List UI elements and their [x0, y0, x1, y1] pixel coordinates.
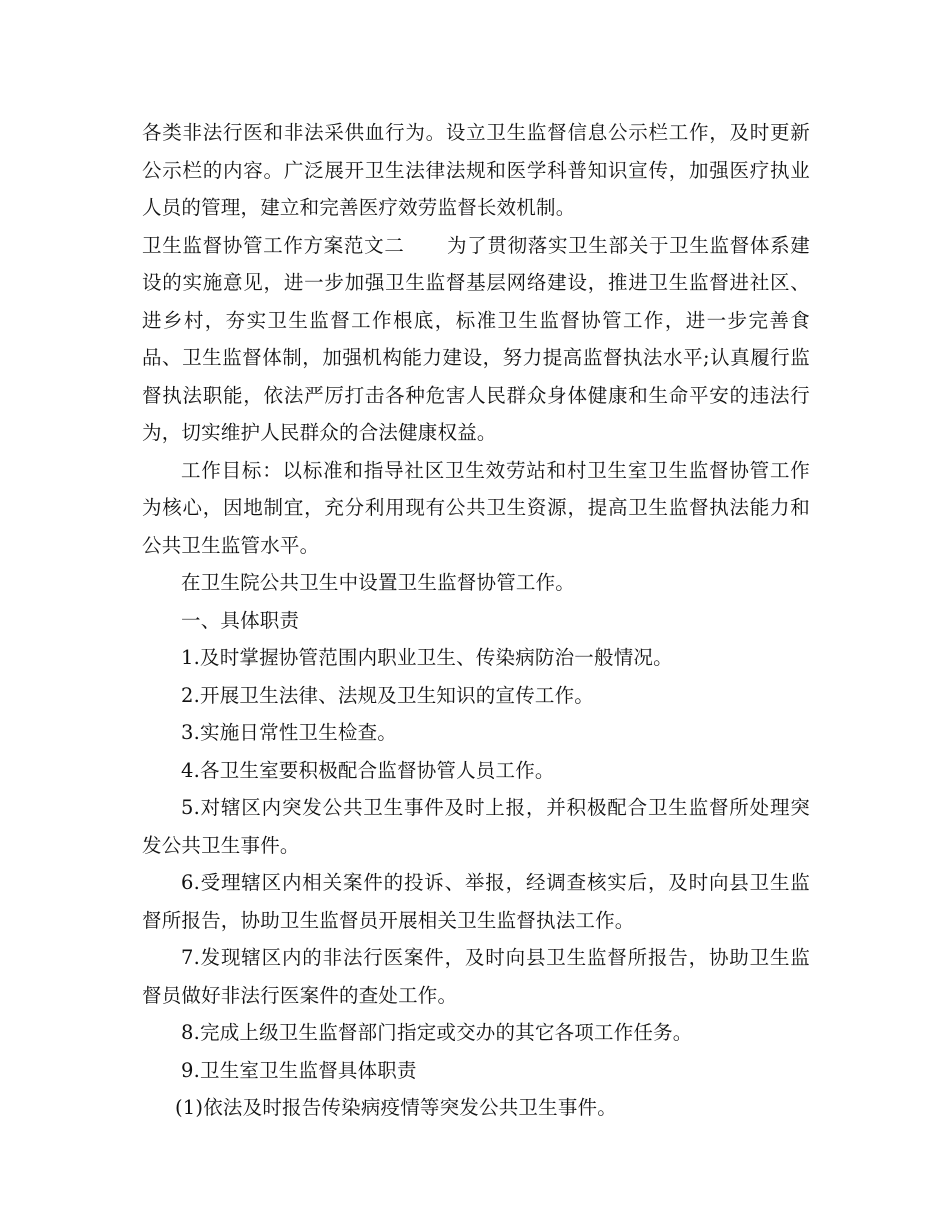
list-item-1: 1.及时掌握协管范围内职业卫生、传染病防治一般情况。 [181, 646, 673, 669]
document-body [142, 114, 810, 1127]
list-item-7: 7.发现辖区内的非法行医案件，及时向县卫生监督所报告，协助卫生监督员做好非法行医案件的查处工作。 [142, 946, 810, 1007]
list-item-9: 9.卫生室卫生监督具体职责 [181, 1058, 417, 1082]
list-item-8: 8.完成上级卫生监督部门指定或交办的其它各项工作任务。 [181, 1021, 693, 1044]
paragraph-section-two [142, 227, 810, 452]
paragraph-intro: 各类非法行医和非法采供血行为。设立卫生监督信息公示栏工作，及时更新公示栏的内容。广泛展开卫生法律法规和医学科普知识宣传，加强医疗执业人员的管理，建立和完善医疗效劳监督长效机制。 [142, 121, 810, 219]
list-item-3: 3.实施日常性卫生检查。 [181, 721, 398, 744]
list-item-5: 5.对辖区内突发公共卫生事件及时上报，并积极配合卫生监督所处理突发公共卫生事件。 [142, 796, 810, 857]
heading-duties: 一、具体职责 [181, 608, 300, 632]
list-item-6: 6.受理辖区内相关案件的投诉、举报，经调查核实后，及时向县卫生监督所报告，协助卫生监督员开展相关卫生监督执法工作。 [142, 871, 810, 932]
list-item-4: 4.各卫生室要积极配合监督协管人员工作。 [181, 758, 555, 782]
section-title: 卫生监督协管工作方案范文二 [142, 233, 405, 257]
paragraph-setup: 在卫生院公共卫生中设置卫生监督协管工作。 [181, 571, 576, 594]
sub-item-1: (1)依法及时报告传染病疫情等突发公共卫生事件。 [175, 1096, 617, 1119]
list-item-2: 2.开展卫生法律、法规及卫生知识的宣传工作。 [181, 683, 595, 707]
section-two-body: 为了贯彻落实卫生部关于卫生监督体系建设的实施意见，进一步加强卫生监督基层网络建设，推进卫生监督进社区、进乡村，夯实卫生监督工作根底，标准卫生监督协管工作，进一步完善食品、卫生监督体制，加强机构能力建设，努力提高监督执法水平;认真履行监督执法职能，依法严厉打击各种危害人民群众身体健康和生命平安的违法行为，切实维护人民群众的合法健康权益。 [142, 233, 810, 444]
paragraph-work-goal: 工作目标：以标准和指导社区卫生效劳站和村卫生室卫生监督协管工作为核心，因地制宜，充分利用现有公共卫生资源，提高卫生监督执法能力和公共卫生监管水平。 [142, 458, 810, 557]
